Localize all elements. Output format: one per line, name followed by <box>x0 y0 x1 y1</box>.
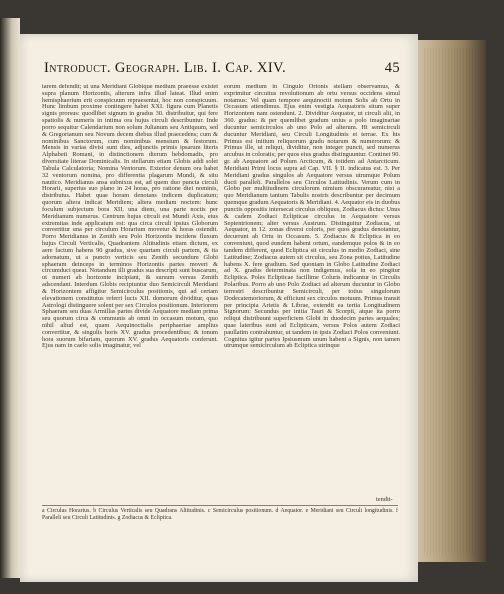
text-column-left <box>42 84 218 496</box>
page-header <box>44 60 400 80</box>
left-page-edge <box>0 18 20 578</box>
right-column-text: eorum medium in Cingulo Orionis stellam observamus, & exprimitur circuitus revolutionum ab ortu versus occidens simul notamus: Vel quam tempore aequinoctii motum Solis ab Ortu in Occasum attendimus. Ejus enim vestigia Aequatoris situm super Horizontem nam ostendunt. 2. Dividitur Aequator, ut circuli alii, in 360. gradus: & per quemlibet gradum unius a polo imaginariae ducuntur semicirculos ab uno Polo ad alterum. Hi semicirculi ducuntur Meridiani, seu Circuli Longitudinis et terrae. Ex his Primus est initium reliquorum gradu notarum & numerorum: & Primus ille, ut reliqui, dividitur, non integer puncti, sed numerus arcubus in coloratis; per quos eius gradus distinguuntur. Continet 90. gr. ab Aequatore ad Polum Arcticum, & totidem ad Antarcticum. Meridiani Primi locus supra ad Cap. VII. § II. indicatus est. 3. Per Meridiani gradus singulos ab Aequatore versus utrumque Polum ducti paralleli. Parallelos seu Circulos Latitudinis. Verum cum in Globo per multitudinem circulorum nimium obscurareatur, nisi a quo Meridianum tantum Tabulis nostris describuntur per decimum quemque gradum Aequatoris & Meridiani. 4. Aequator eis in duobus punctis oppositis intersecat circulus obliquus, Zodiacus dictus: Unus & cadem Zodiaci Eclipticae circulus in Aequatore versus Septentrionem; alter versus Austrum. Distinguitur Zodiacus, ut Aequator, in 12. zonas diversi coloris, per quos gradus denotantur, decurrunt ab Ortu in Occasum. 5. Zodiacus & Ecliptica in eo conveniunt, quod eundem habent ortum, eandemque polos & in eo tandem different, quod Ecliptica sit circulus in medio Zodiaci, sine Latitudine; Zodiacus autem sit circulus, seu Zona potius, Latitudine habens X. fere gradium. Sed quoniam in Globo Latitudine Zodiaci ad X. gradus determinata non indigemus, sola in eo pingitur Ecliptica. Poles Eclipticae facillime Coluris indicantur in Circulis Polaribus. Porro ab uno Polo Zodiaci ad alterum ducuntur in Globo terrestri describuntur Semicirculi, per totius singulorum Dodecatemoriorum, & efficiunt sex circulos motuum. Primus transit per principia Arietis & Librae, extendit ea tertia Longitudinem Signorum: Secundus per initia Tauri & Scorpii, atque ita porro reliqui distribuunt superficiem Globi in duodecim partes aequales; quae lateribus sunt ad Eclipticam, versus Polos autem Zodiaci paullatim contrahuntur, ut tandem in ipsis Zodiaci Polos conveniunt. Cognitus igitur partes Ipsiusmum unum habent a Signis, non tamen utrumque semicirculum ab Ecliptica utrinque <box>224 84 400 350</box>
footnote-line: a Circulus Horarius. b Circulus Verticalis seu Quadrans Altitudinis. c Semicirculus positionum. d Aequator. e Meridiani seu Circuli longitudinis. f Paralleli seu Circuli Latitudinis. g Zodiacus & Ecliptica. <box>42 508 398 522</box>
footnotes <box>42 508 398 522</box>
text-column-right <box>224 84 400 496</box>
running-title: Introduct. Geograph. Lib. I. Cap. XIV. <box>44 60 287 76</box>
left-column-text: tarem defendit; ut una Meridiani Globique medium praeesse existet supra planum Horizontis, alterum infra illud lateat. Illud enim hemisphaerium erit conspicuum repraesentat, hoc non conspicuum. Hunc limbum proxime contingere habet XXI. figura cum Planetis signis prorsus: quodlibet signum in gradus 30. distribuitur, qui fere spatiolis & numeris in intima ora hujus circuli describuntur. Inde porro sequitur Calendarium non solum Julianum seu Antiquum, sed & Gregorianum seu Novum decem diebus illud praecedens; cum & nominibus Sanctorum, cum nominibus mensium & festorum. Mensis in varias divisi sunt dies, adjunctis primis ipsarum literis Alphabeti Romani, in distinctionem dierum hebdomadis, pro diversitate literae Dominicalis. In stellarum etiam Globis addi solet Tabula Calculatoria; Nomina Ventorum. Exterior denum ora habet 32 ventorum nomina, pro differentia plagarum Mundi, & situ nautico. Meridianus ansa subnixus est, ad quem duo puncta circuli Horarii, superius suo plano in 24 horas, pro ratione diei nominis, distributus. Habet quae horam denotans indicem duplicatum; quorum altera indicat Meridiem; altera mediam noctem: hunc foculum subjectum bora XII. una diem, una parte noctis per Meridianum numerus. Centrum hujus circuli est Mundi Axis, eius extremitas inde applicatum est: qua circa circuli ipsius Globorum convertitur una per circulum Horarium movetur & horas ostendit. Porro Meridianus in Zenith seu Polo Horizontis incidens fluxum hujus Circuli Verticalis, Quadrantem Altitudinis etiam dictum, ex aere factum habens 90 gradus, sive quartam circuli partem, & ita adornatum, ut a puncto verticis seu Zenith secundum Globi sphaeram deinceps in terminos Horizontis partes moveri & circumduci queat. Notandum illi gradus sua descripti sunt buscarum, ut numeri ab horizonte incipiant, & sursum versus Zenith adscendant. Interdum Globis recipiuntur duo Semicirculi Meridiani & Horizontem affigitur Semicirculus positionis, qui ad certam elevationem constitutus referri lucis XII. domorum dividitur, quas Astrologi distinguere solent per sex Circulos positionum. Interiorem Sphaeram seu duas Armillas partes divide Aequatore mediam prima seu quorum circa & communis ab omni in occasum motum, quo nihil aliud est, quam Aequinoctialis periphaeriae amplius convertitur, & singulis horis XV. gradus procedentibus; & tonum hora suorum bifariam, quorum XV. gradus Aequatoris conferunt. Ejus nam in caelo solis imaginatur, vel <box>42 84 218 350</box>
page-stack-lines <box>424 48 478 554</box>
catchword: tendit- <box>376 496 393 503</box>
page-number: 45 <box>384 60 400 76</box>
footnote-rule <box>42 505 398 506</box>
